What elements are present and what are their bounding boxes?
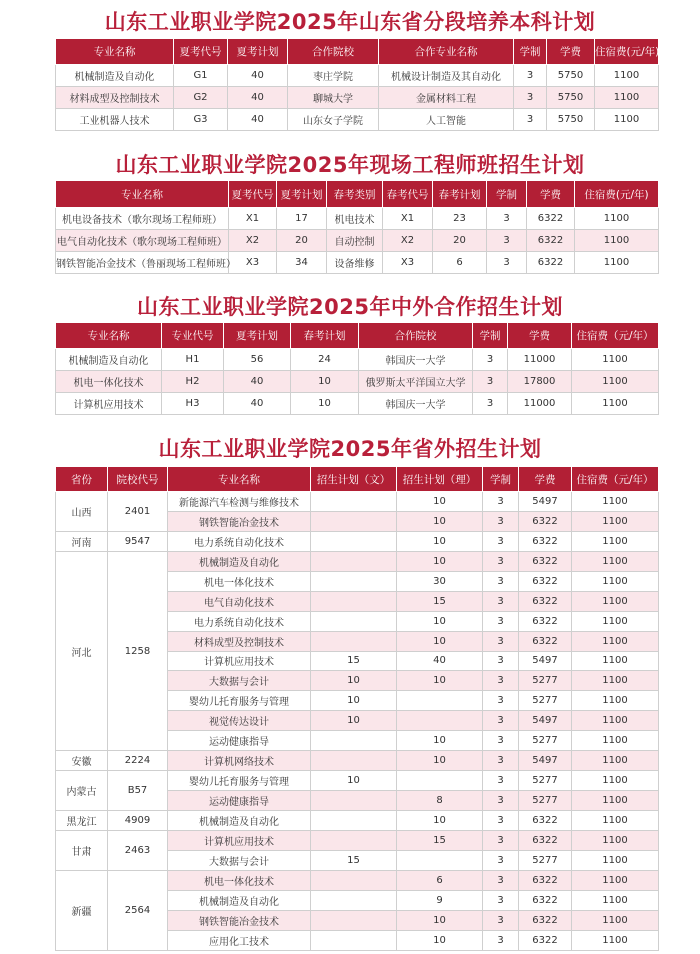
column-header: 学制 xyxy=(473,323,508,349)
table-cell: 34 xyxy=(277,252,327,274)
table-cell: 1100 xyxy=(572,631,659,651)
column-header: 春考代号 xyxy=(383,181,433,208)
table-cell: 3 xyxy=(483,591,519,611)
table-cell: 工业机器人技术 xyxy=(56,109,174,131)
column-header: 夏考代号 xyxy=(229,181,277,208)
province-cell: 新疆 xyxy=(56,870,108,950)
table-cell xyxy=(311,751,397,771)
column-header: 学制 xyxy=(483,467,519,492)
table-cell: 3 xyxy=(473,371,508,393)
table-cell: 1100 xyxy=(572,691,659,711)
table-cell: 10 xyxy=(311,671,397,691)
table-cell: 运动健康指导 xyxy=(168,791,311,811)
table-cell: 40 xyxy=(397,651,483,671)
table-cell: 3 xyxy=(483,511,519,531)
table-row xyxy=(56,751,659,771)
table-cell: G1 xyxy=(174,65,228,87)
table-cell: 3 xyxy=(483,691,519,711)
plan-title-sino-foreign: 山东工业职业学院2025年中外合作招生计划 xyxy=(137,295,563,319)
column-header: 招生计划（文） xyxy=(311,467,397,492)
table-cell: 3 xyxy=(514,65,547,87)
table-cell: 6322 xyxy=(519,571,572,591)
table-cell: 设备维修 xyxy=(327,252,383,274)
table-cell: 20 xyxy=(277,230,327,252)
table-cell: 5497 xyxy=(519,751,572,771)
table-out-of-province xyxy=(55,466,659,951)
table-cell: 10 xyxy=(397,811,483,831)
table-cell: 10 xyxy=(311,691,397,711)
table-cell xyxy=(311,930,397,950)
province-cell: 黑龙江 xyxy=(56,811,108,831)
table-cell: 9 xyxy=(397,890,483,910)
table-row xyxy=(56,371,659,393)
table-cell: 婴幼儿托育服务与管理 xyxy=(168,691,311,711)
table-cell: 1100 xyxy=(575,252,659,274)
table-cell: 1100 xyxy=(572,890,659,910)
table-cell: 3 xyxy=(514,109,547,131)
table-cell: 6322 xyxy=(519,811,572,831)
table-cell: 应用化工技术 xyxy=(168,930,311,950)
table-cell: 3 xyxy=(483,551,519,571)
table-cell: 3 xyxy=(483,791,519,811)
table-cell: 1100 xyxy=(572,651,659,671)
school-code-cell: 1258 xyxy=(108,551,168,750)
table-cell: 6322 xyxy=(519,910,572,930)
table-cell: 3 xyxy=(483,830,519,850)
table-cell: 5277 xyxy=(519,731,572,751)
table-cell: 山东女子学院 xyxy=(288,109,379,131)
table-cell: 15 xyxy=(397,591,483,611)
table-cell: 1100 xyxy=(595,65,659,87)
table-cell: 3 xyxy=(483,611,519,631)
table-cell: 1100 xyxy=(572,611,659,631)
province-cell: 河南 xyxy=(56,531,108,551)
table-cell: 韩国庆一大学 xyxy=(359,393,473,415)
column-header: 专业名称 xyxy=(56,181,229,208)
table-cell: 1100 xyxy=(595,109,659,131)
table-cell: 1100 xyxy=(572,591,659,611)
table-cell: 3 xyxy=(487,230,527,252)
table-cell: 机电技术 xyxy=(327,208,383,230)
table-cell: 1100 xyxy=(572,930,659,950)
column-header: 省份 xyxy=(56,467,108,492)
table-cell: 40 xyxy=(228,109,288,131)
table-cell: 5750 xyxy=(547,65,595,87)
table-row xyxy=(56,551,659,571)
column-header: 专业名称 xyxy=(168,467,311,492)
table-cell: 3 xyxy=(483,910,519,930)
table-cell: 3 xyxy=(483,671,519,691)
table-cell: 1100 xyxy=(572,349,659,371)
table-cell: X2 xyxy=(383,230,433,252)
table-cell: 3 xyxy=(483,492,519,512)
table-cell: 电气自动化技术 xyxy=(168,591,311,611)
table-cell: 1100 xyxy=(572,551,659,571)
table-cell: 10 xyxy=(291,371,359,393)
table-cell: 运动健康指导 xyxy=(168,731,311,751)
table-cell xyxy=(311,830,397,850)
school-code-cell: 2401 xyxy=(108,492,168,532)
table-cell: 10 xyxy=(397,531,483,551)
province-cell: 山西 xyxy=(56,492,108,532)
table-cell: 10 xyxy=(397,751,483,771)
table-cell: 3 xyxy=(483,751,519,771)
plan-title-shandong-segmented: 山东工业职业学院2025年山东省分段培养本科计划 xyxy=(104,10,596,34)
column-header: 夏考代号 xyxy=(174,39,228,65)
table-cell: H3 xyxy=(162,393,224,415)
table-row xyxy=(56,87,659,109)
table-cell: 电力系统自动化技术 xyxy=(168,531,311,551)
table-cell: 1100 xyxy=(572,671,659,691)
table-cell: 17 xyxy=(277,208,327,230)
table-field-engineer xyxy=(55,180,659,274)
table-cell xyxy=(311,811,397,831)
column-header: 学费 xyxy=(508,323,572,349)
table-cell xyxy=(311,791,397,811)
column-header: 招生计划（理） xyxy=(397,467,483,492)
table-cell: 40 xyxy=(224,371,291,393)
table-cell: 机械设计制造及其自动化 xyxy=(379,65,514,87)
table-row xyxy=(56,208,659,230)
table-shandong-segmented xyxy=(55,38,659,131)
table-cell: 6 xyxy=(433,252,487,274)
table-cell: 1100 xyxy=(572,511,659,531)
table-cell: 40 xyxy=(228,87,288,109)
table-row xyxy=(56,811,659,831)
table-cell: 3 xyxy=(483,890,519,910)
table-row xyxy=(56,830,659,850)
table-cell: 6322 xyxy=(527,208,575,230)
table-cell: 机械制造及自动化 xyxy=(168,811,311,831)
column-header: 学费 xyxy=(547,39,595,65)
table-cell: 俄罗斯太平洋国立大学 xyxy=(359,371,473,393)
table-cell: 56 xyxy=(224,349,291,371)
table-cell: 23 xyxy=(433,208,487,230)
table-cell: 大数据与会计 xyxy=(168,850,311,870)
table-cell: 3 xyxy=(473,349,508,371)
school-code-cell: 9547 xyxy=(108,531,168,551)
table-cell: G2 xyxy=(174,87,228,109)
table-cell: 10 xyxy=(397,611,483,631)
column-header: 院校代号 xyxy=(108,467,168,492)
table-cell: 17800 xyxy=(508,371,572,393)
column-header: 合作院校 xyxy=(359,323,473,349)
plan-title-out-of-province: 山东工业职业学院2025年省外招生计划 xyxy=(158,437,542,461)
table-cell: 5277 xyxy=(519,671,572,691)
table-cell: 1100 xyxy=(572,791,659,811)
table-cell xyxy=(311,531,397,551)
table-cell: 3 xyxy=(483,870,519,890)
table-cell: 1100 xyxy=(572,371,659,393)
table-cell: 3 xyxy=(514,87,547,109)
table-cell: 金属材料工程 xyxy=(379,87,514,109)
table-cell: 机电一体化技术 xyxy=(56,371,162,393)
province-cell: 内蒙古 xyxy=(56,771,108,811)
table-cell: 1100 xyxy=(595,87,659,109)
table-cell: 6322 xyxy=(519,631,572,651)
table-row xyxy=(56,65,659,87)
table-cell: 3 xyxy=(483,731,519,751)
table-cell xyxy=(311,890,397,910)
table-cell: 11000 xyxy=(508,393,572,415)
plan-title-field-engineer: 山东工业职业学院2025年现场工程师班招生计划 xyxy=(115,153,585,177)
column-header: 专业名称 xyxy=(56,323,162,349)
table-cell xyxy=(397,771,483,791)
table-cell: 24 xyxy=(291,349,359,371)
table-cell: X2 xyxy=(229,230,277,252)
table-cell xyxy=(311,571,397,591)
table-cell: 钢铁智能冶金技术（鲁丽现场工程师班） xyxy=(56,252,229,274)
column-header: 专业名称 xyxy=(56,39,174,65)
table-cell: 1100 xyxy=(575,208,659,230)
column-header: 夏考计划 xyxy=(228,39,288,65)
column-header: 学费 xyxy=(519,467,572,492)
table-cell: 3 xyxy=(487,252,527,274)
table-cell: 5750 xyxy=(547,87,595,109)
table-cell: 6322 xyxy=(519,551,572,571)
table-cell: 电气自动化技术（歌尔现场工程师班） xyxy=(56,230,229,252)
table-cell: 30 xyxy=(397,571,483,591)
school-code-cell: 2224 xyxy=(108,751,168,771)
table-cell: 20 xyxy=(433,230,487,252)
table-cell xyxy=(311,631,397,651)
table-row xyxy=(56,252,659,274)
column-header: 住宿费（元/年） xyxy=(572,467,659,492)
table-cell: 10 xyxy=(291,393,359,415)
province-cell: 河北 xyxy=(56,551,108,750)
table-cell: 15 xyxy=(311,850,397,870)
table-cell: 40 xyxy=(224,393,291,415)
table-row xyxy=(56,492,659,512)
table-cell: 机械制造及自动化 xyxy=(56,65,174,87)
table-cell: 3 xyxy=(483,651,519,671)
table-cell: 6322 xyxy=(519,591,572,611)
table-cell: 10 xyxy=(397,511,483,531)
table-cell: 计算机网络技术 xyxy=(168,751,311,771)
table-cell: 3 xyxy=(483,571,519,591)
table-cell: 1100 xyxy=(572,771,659,791)
table-cell: 视觉传达设计 xyxy=(168,711,311,731)
table-cell xyxy=(397,850,483,870)
table-cell xyxy=(311,870,397,890)
table-cell xyxy=(311,591,397,611)
column-header: 学费 xyxy=(527,181,575,208)
table-cell: 10 xyxy=(311,771,397,791)
table-cell: 6322 xyxy=(519,890,572,910)
column-header: 春考计划 xyxy=(433,181,487,208)
table-cell: 3 xyxy=(483,711,519,731)
table-cell: 1100 xyxy=(572,492,659,512)
table-cell: 6322 xyxy=(519,870,572,890)
table-cell: 机电设备技术（歌尔现场工程师班） xyxy=(56,208,229,230)
school-code-cell: 2564 xyxy=(108,870,168,950)
school-code-cell: 2463 xyxy=(108,830,168,870)
table-cell: 1100 xyxy=(572,531,659,551)
table-cell: H1 xyxy=(162,349,224,371)
column-header: 春考计划 xyxy=(291,323,359,349)
table-cell: 1100 xyxy=(572,711,659,731)
table-cell: 材料成型及控制技术 xyxy=(168,631,311,651)
school-code-cell: B57 xyxy=(108,771,168,811)
table-cell: 3 xyxy=(483,930,519,950)
table-sino-foreign xyxy=(55,322,659,415)
table-cell: 10 xyxy=(397,631,483,651)
table-cell: 3 xyxy=(483,631,519,651)
table-cell: 钢铁智能冶金技术 xyxy=(168,910,311,930)
column-header: 住宿费（元/年） xyxy=(572,323,659,349)
table-cell: 1100 xyxy=(572,910,659,930)
table-cell: 3 xyxy=(483,850,519,870)
table-cell: 1100 xyxy=(572,571,659,591)
table-row xyxy=(56,393,659,415)
table-cell: 韩国庆一大学 xyxy=(359,349,473,371)
table-cell: 1100 xyxy=(572,870,659,890)
table-cell: 新能源汽车检测与维修技术 xyxy=(168,492,311,512)
table-cell xyxy=(311,551,397,571)
table-cell: 机械制造及自动化 xyxy=(56,349,162,371)
table-row xyxy=(56,531,659,551)
column-header: 合作专业名称 xyxy=(379,39,514,65)
column-header: 学制 xyxy=(487,181,527,208)
column-header: 合作院校 xyxy=(288,39,379,65)
table-cell: X1 xyxy=(229,208,277,230)
table-cell: 1100 xyxy=(572,811,659,831)
table-cell: 钢铁智能冶金技术 xyxy=(168,511,311,531)
table-cell: 5497 xyxy=(519,651,572,671)
table-cell: 婴幼儿托育服务与管理 xyxy=(168,771,311,791)
table-cell: 15 xyxy=(311,651,397,671)
table-cell: 5277 xyxy=(519,850,572,870)
table-cell: 5277 xyxy=(519,771,572,791)
table-cell: 1100 xyxy=(572,731,659,751)
table-cell: 材料成型及控制技术 xyxy=(56,87,174,109)
table-cell: 10 xyxy=(397,731,483,751)
table-cell: 1100 xyxy=(572,393,659,415)
table-cell: 10 xyxy=(397,671,483,691)
table-cell: 电力系统自动化技术 xyxy=(168,611,311,631)
table-cell: 6 xyxy=(397,870,483,890)
table-row xyxy=(56,870,659,890)
table-cell: 1100 xyxy=(572,751,659,771)
table-cell xyxy=(311,910,397,930)
table-cell: 5750 xyxy=(547,109,595,131)
table-cell: 5497 xyxy=(519,711,572,731)
table-cell xyxy=(397,691,483,711)
table-cell: 6322 xyxy=(519,511,572,531)
table-row xyxy=(56,230,659,252)
table-cell: 机电一体化技术 xyxy=(168,571,311,591)
school-code-cell: 4909 xyxy=(108,811,168,831)
column-header: 住宿费(元/年) xyxy=(595,39,659,65)
table-cell: X1 xyxy=(383,208,433,230)
column-header: 春考类别 xyxy=(327,181,383,208)
table-cell: 6322 xyxy=(519,830,572,850)
table-row xyxy=(56,109,659,131)
table-cell: 机电一体化技术 xyxy=(168,870,311,890)
table-cell xyxy=(311,492,397,512)
table-cell: 1100 xyxy=(572,850,659,870)
table-cell: 计算机应用技术 xyxy=(56,393,162,415)
table-cell: 6322 xyxy=(527,230,575,252)
table-cell: 10 xyxy=(397,551,483,571)
table-cell xyxy=(311,511,397,531)
table-cell: 计算机应用技术 xyxy=(168,651,311,671)
table-cell: 聊城大学 xyxy=(288,87,379,109)
table-cell: 5277 xyxy=(519,691,572,711)
table-cell: 40 xyxy=(228,65,288,87)
column-header: 学制 xyxy=(514,39,547,65)
table-cell: 15 xyxy=(397,830,483,850)
column-header: 夏考计划 xyxy=(277,181,327,208)
province-cell: 安徽 xyxy=(56,751,108,771)
table-cell: 11000 xyxy=(508,349,572,371)
table-cell xyxy=(311,731,397,751)
table-cell: 自动控制 xyxy=(327,230,383,252)
table-cell: 10 xyxy=(397,492,483,512)
table-cell: X3 xyxy=(229,252,277,274)
table-cell xyxy=(311,611,397,631)
table-cell: 3 xyxy=(483,531,519,551)
table-row xyxy=(56,349,659,371)
table-cell: 人工智能 xyxy=(379,109,514,131)
table-cell: 1100 xyxy=(572,830,659,850)
table-cell: H2 xyxy=(162,371,224,393)
table-cell: 机械制造及自动化 xyxy=(168,551,311,571)
table-cell: 3 xyxy=(483,811,519,831)
table-cell: 3 xyxy=(473,393,508,415)
table-cell: 5497 xyxy=(519,492,572,512)
table-cell: 3 xyxy=(487,208,527,230)
column-header: 专业代号 xyxy=(162,323,224,349)
table-row xyxy=(56,771,659,791)
table-cell: G3 xyxy=(174,109,228,131)
table-cell xyxy=(397,711,483,731)
table-cell: 10 xyxy=(397,930,483,950)
table-cell: 计算机应用技术 xyxy=(168,830,311,850)
table-cell: 10 xyxy=(311,711,397,731)
table-cell: 1100 xyxy=(575,230,659,252)
province-cell: 甘肃 xyxy=(56,830,108,870)
column-header: 住宿费(元/年) xyxy=(575,181,659,208)
column-header: 夏考计划 xyxy=(224,323,291,349)
table-cell: 枣庄学院 xyxy=(288,65,379,87)
table-cell: 6322 xyxy=(527,252,575,274)
table-cell: 6322 xyxy=(519,930,572,950)
table-cell: X3 xyxy=(383,252,433,274)
table-cell: 6322 xyxy=(519,611,572,631)
table-cell: 6322 xyxy=(519,531,572,551)
table-cell: 8 xyxy=(397,791,483,811)
table-cell: 3 xyxy=(483,771,519,791)
table-cell: 10 xyxy=(397,910,483,930)
table-cell: 机械制造及自动化 xyxy=(168,890,311,910)
table-cell: 大数据与会计 xyxy=(168,671,311,691)
table-cell: 5277 xyxy=(519,791,572,811)
